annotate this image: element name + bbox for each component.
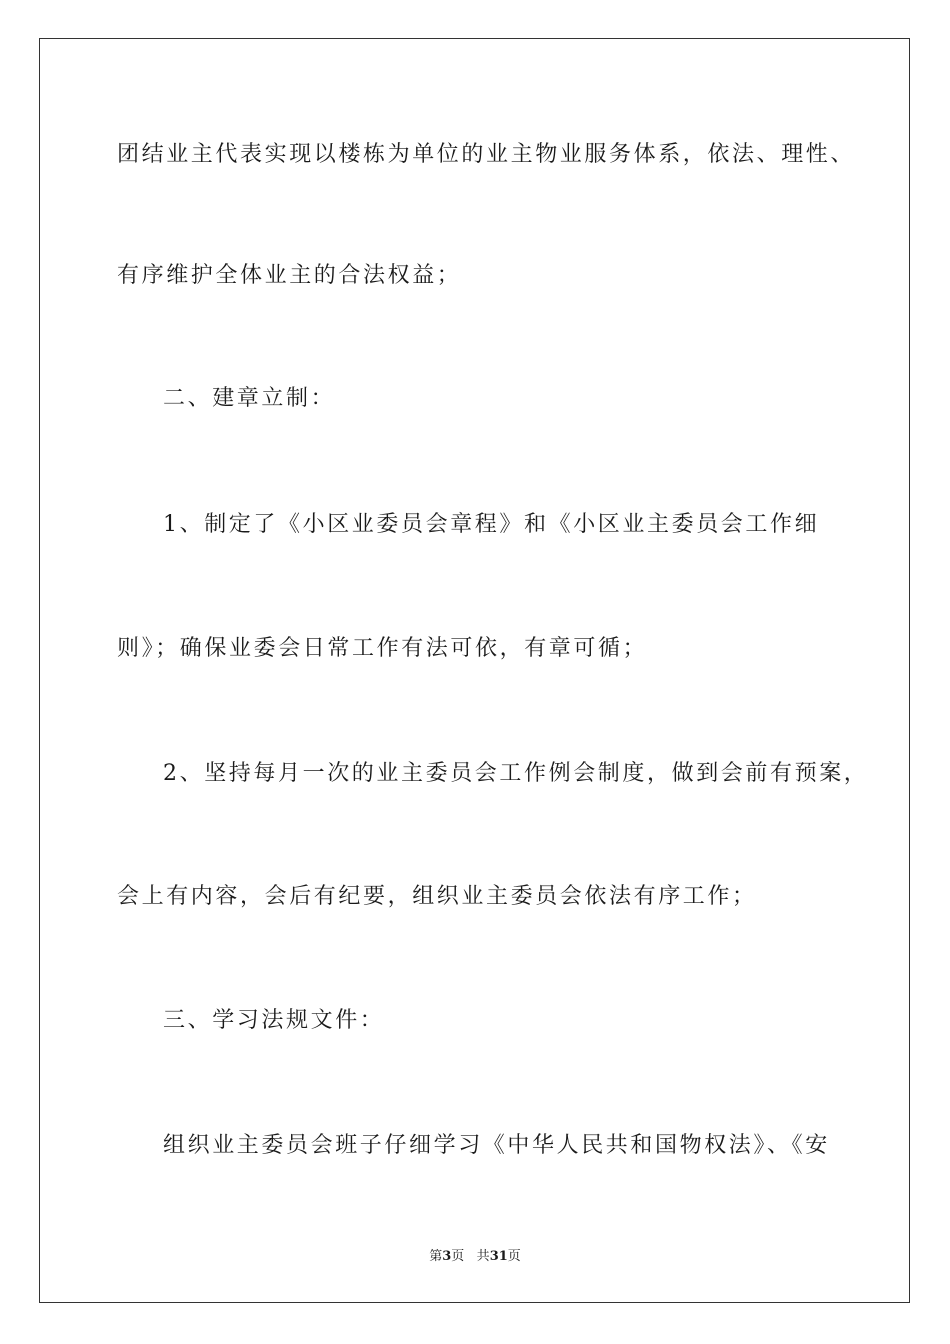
page-border xyxy=(39,38,910,1303)
paragraph-line: 组织业主委员会班子仔细学习《中华人民共和国物权法》、《安 xyxy=(163,1133,830,1158)
page-suffix: 页 xyxy=(451,1249,465,1264)
total-suffix: 页 xyxy=(507,1249,521,1264)
section-heading: 三、学习法规文件： xyxy=(163,1008,385,1033)
page-number: 3 xyxy=(442,1249,452,1264)
page-prefix: 第 xyxy=(429,1249,443,1264)
section-heading: 二、建章立制： xyxy=(163,386,336,411)
paragraph-line: 有序维护全体业主的合法权益； xyxy=(117,263,462,288)
total-prefix: 共 xyxy=(476,1249,490,1264)
paragraph-line: 则》；确保业委会日常工作有法可依，有章可循； xyxy=(117,636,648,661)
total-pages: 31 xyxy=(489,1249,508,1264)
paragraph-line: 团结业主代表实现以楼栋为单位的业主物业服务体系，依法、理性、 xyxy=(117,142,856,167)
paragraph-line: 1、制定了《小区业委员会章程》和《小区业主委员会工作细 xyxy=(163,512,820,537)
paragraph-line: 会上有内容，会后有纪要，组织业主委员会依法有序工作； xyxy=(117,884,757,909)
paragraph-line: 2、坚持每月一次的业主委员会工作例会制度，做到会前有预案， xyxy=(163,761,869,786)
page-footer xyxy=(0,1248,950,1266)
